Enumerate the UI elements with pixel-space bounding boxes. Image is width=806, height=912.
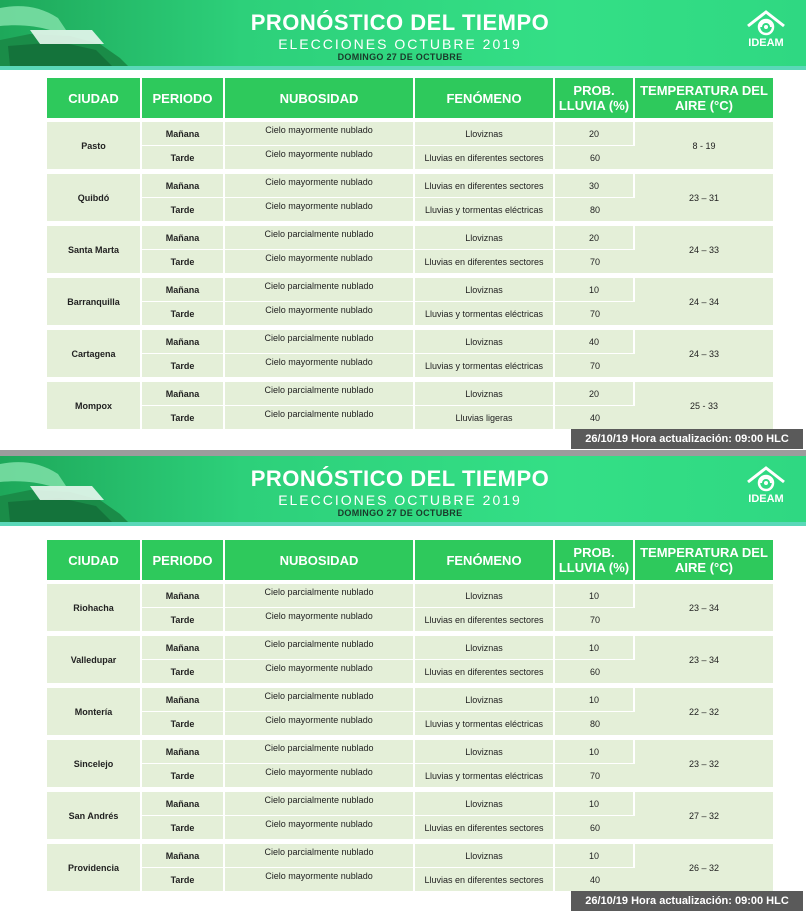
prob-cell: 60 xyxy=(555,816,635,840)
period-cell: Mañana xyxy=(142,278,225,302)
ideam-logo-icon xyxy=(746,10,786,36)
table-row xyxy=(47,226,773,250)
period-cell: Tarde xyxy=(142,868,225,892)
fenomeno-cell: Lluvias en diferentes sectores xyxy=(415,608,555,632)
header-fenomeno: FENÓMENO xyxy=(415,540,555,580)
temp-cell: 25 - 33 xyxy=(635,382,773,430)
fenomeno-cell: Lluvias en diferentes sectores xyxy=(415,250,555,274)
city-cell: Barranquilla xyxy=(47,278,142,326)
header-fenomeno: FENÓMENO xyxy=(415,78,555,118)
forecast-date: DOMINGO 27 DE OCTUBRE xyxy=(337,508,463,518)
fenomeno-cell: Lloviznas xyxy=(415,844,555,868)
period-cell: Tarde xyxy=(142,406,225,430)
prob-cell: 70 xyxy=(555,608,635,632)
prob-cell: 60 xyxy=(555,660,635,684)
prob-cell: 10 xyxy=(555,740,635,764)
voting-hand-icon xyxy=(0,0,160,66)
temp-cell: 26 – 32 xyxy=(635,844,773,892)
fenomeno-cell: Lloviznas xyxy=(415,330,555,354)
fenomeno-cell: Lluvias ligeras xyxy=(415,406,555,430)
fenomeno-cell: Lluvias en diferentes sectores xyxy=(415,146,555,170)
table-row xyxy=(47,174,773,198)
prob-cell: 40 xyxy=(555,406,635,430)
prob-cell: 80 xyxy=(555,712,635,736)
nubosidad-cell: Cielo parcialmente nublado xyxy=(225,278,415,302)
header-banner xyxy=(0,0,806,66)
page-title: PRONÓSTICO DEL TIEMPO xyxy=(250,466,550,491)
fenomeno-cell: Lluvias y tormentas eléctricas xyxy=(415,354,555,378)
nubosidad-cell: Cielo mayormente nublado xyxy=(225,764,415,788)
period-cell: Tarde xyxy=(142,250,225,274)
period-cell: Mañana xyxy=(142,740,225,764)
header-ciudad: CIUDAD xyxy=(47,540,142,580)
city-cell: Mompox xyxy=(47,382,142,430)
ideam-logo xyxy=(742,10,790,58)
table-row xyxy=(47,122,773,146)
period-cell: Tarde xyxy=(142,712,225,736)
prob-cell: 70 xyxy=(555,302,635,326)
header-temperatura: TEMPERATURA DEL AIRE (°C) xyxy=(635,540,773,580)
table-row xyxy=(47,636,773,660)
fenomeno-cell: Lloviznas xyxy=(415,122,555,146)
ideam-logo-icon xyxy=(746,466,786,492)
period-cell: Tarde xyxy=(142,608,225,632)
prob-cell: 20 xyxy=(555,122,635,146)
fenomeno-cell: Lloviznas xyxy=(415,740,555,764)
table-row xyxy=(47,792,773,816)
forecast-date: DOMINGO 27 DE OCTUBRE xyxy=(337,52,463,62)
city-cell: Santa Marta xyxy=(47,226,142,274)
nubosidad-cell: Cielo mayormente nublado xyxy=(225,354,415,378)
nubosidad-cell: Cielo parcialmente nublado xyxy=(225,330,415,354)
header-nubosidad: NUBOSIDAD xyxy=(225,78,415,118)
fenomeno-cell: Lluvias en diferentes sectores xyxy=(415,174,555,198)
table-row xyxy=(47,584,773,608)
period-cell: Tarde xyxy=(142,816,225,840)
prob-cell: 10 xyxy=(555,584,635,608)
nubosidad-cell: Cielo mayormente nublado xyxy=(225,816,415,840)
temp-cell: 24 – 33 xyxy=(635,330,773,378)
header-temperatura: TEMPERATURA DEL AIRE (°C) xyxy=(635,78,773,118)
prob-cell: 30 xyxy=(555,174,635,198)
city-cell: Pasto xyxy=(47,122,142,170)
banner-accent-line xyxy=(0,522,806,526)
temp-cell: 27 – 32 xyxy=(635,792,773,840)
fenomeno-cell: Lloviznas xyxy=(415,688,555,712)
table-row xyxy=(47,330,773,354)
ideam-logo-text: IDEAM xyxy=(748,37,784,49)
fenomeno-cell: Lloviznas xyxy=(415,226,555,250)
temp-cell: 23 – 34 xyxy=(635,636,773,684)
period-cell: Tarde xyxy=(142,302,225,326)
prob-cell: 20 xyxy=(555,382,635,406)
temp-cell: 22 – 32 xyxy=(635,688,773,736)
header-prob-lluvia: PROB. LLUVIA (%) xyxy=(555,540,635,580)
period-cell: Mañana xyxy=(142,584,225,608)
prob-cell: 20 xyxy=(555,226,635,250)
temp-cell: 24 – 33 xyxy=(635,226,773,274)
fenomeno-cell: Lloviznas xyxy=(415,382,555,406)
nubosidad-cell: Cielo mayormente nublado xyxy=(225,868,415,892)
header-prob-lluvia: PROB. LLUVIA (%) xyxy=(555,78,635,118)
period-cell: Mañana xyxy=(142,122,225,146)
fenomeno-cell: Lluvias en diferentes sectores xyxy=(415,816,555,840)
period-cell: Tarde xyxy=(142,660,225,684)
period-cell: Mañana xyxy=(142,636,225,660)
city-cell: Sincelejo xyxy=(47,740,142,788)
fenomeno-cell: Lloviznas xyxy=(415,792,555,816)
fenomeno-cell: Lluvias y tormentas eléctricas xyxy=(415,198,555,222)
fenomeno-cell: Lluvias y tormentas eléctricas xyxy=(415,764,555,788)
nubosidad-cell: Cielo parcialmente nublado xyxy=(225,584,415,608)
header-ciudad: CIUDAD xyxy=(47,78,142,118)
nubosidad-cell: Cielo mayormente nublado xyxy=(225,608,415,632)
page-subtitle: ELECCIONES OCTUBRE 2019 xyxy=(278,492,522,508)
update-timestamp: 26/10/19 Hora actualización: 09:00 HLC xyxy=(571,429,803,449)
city-cell: Riohacha xyxy=(47,584,142,632)
forecast-panel-2 xyxy=(0,456,806,912)
period-cell: Mañana xyxy=(142,688,225,712)
period-cell: Tarde xyxy=(142,764,225,788)
page-subtitle: ELECCIONES OCTUBRE 2019 xyxy=(278,36,522,52)
ideam-logo xyxy=(742,466,790,514)
header-periodo: PERIODO xyxy=(142,78,225,118)
table-header-row xyxy=(47,540,773,580)
nubosidad-cell: Cielo parcialmente nublado xyxy=(225,844,415,868)
forecast-table xyxy=(47,78,773,430)
fenomeno-cell: Lloviznas xyxy=(415,584,555,608)
prob-cell: 70 xyxy=(555,354,635,378)
period-cell: Tarde xyxy=(142,354,225,378)
prob-cell: 10 xyxy=(555,792,635,816)
header-banner xyxy=(0,456,806,522)
banner-accent-line xyxy=(0,66,806,70)
prob-cell: 10 xyxy=(555,278,635,302)
period-cell: Mañana xyxy=(142,382,225,406)
nubosidad-cell: Cielo mayormente nublado xyxy=(225,250,415,274)
nubosidad-cell: Cielo parcialmente nublado xyxy=(225,636,415,660)
nubosidad-cell: Cielo parcialmente nublado xyxy=(225,406,415,430)
period-cell: Mañana xyxy=(142,226,225,250)
prob-cell: 80 xyxy=(555,198,635,222)
table-header-row xyxy=(47,78,773,118)
table-row xyxy=(47,740,773,764)
nubosidad-cell: Cielo mayormente nublado xyxy=(225,174,415,198)
fenomeno-cell: Lloviznas xyxy=(415,278,555,302)
prob-cell: 10 xyxy=(555,688,635,712)
temp-cell: 23 – 34 xyxy=(635,584,773,632)
update-timestamp: 26/10/19 Hora actualización: 09:00 HLC xyxy=(571,891,803,911)
period-cell: Mañana xyxy=(142,844,225,868)
prob-cell: 10 xyxy=(555,844,635,868)
fenomeno-cell: Lluvias y tormentas eléctricas xyxy=(415,712,555,736)
voting-hand-icon xyxy=(0,456,160,522)
ideam-logo-text: IDEAM xyxy=(748,493,784,505)
city-cell: Montería xyxy=(47,688,142,736)
fenomeno-cell: Lluvias y tormentas eléctricas xyxy=(415,302,555,326)
fenomeno-cell: Lloviznas xyxy=(415,636,555,660)
period-cell: Tarde xyxy=(142,198,225,222)
nubosidad-cell: Cielo mayormente nublado xyxy=(225,146,415,170)
prob-cell: 10 xyxy=(555,636,635,660)
prob-cell: 70 xyxy=(555,250,635,274)
nubosidad-cell: Cielo parcialmente nublado xyxy=(225,382,415,406)
city-cell: Providencia xyxy=(47,844,142,892)
nubosidad-cell: Cielo mayormente nublado xyxy=(225,712,415,736)
table-row xyxy=(47,278,773,302)
temp-cell: 23 – 32 xyxy=(635,740,773,788)
city-cell: San Andrés xyxy=(47,792,142,840)
city-cell: Cartagena xyxy=(47,330,142,378)
city-cell: Valledupar xyxy=(47,636,142,684)
nubosidad-cell: Cielo parcialmente nublado xyxy=(225,740,415,764)
header-nubosidad: NUBOSIDAD xyxy=(225,540,415,580)
nubosidad-cell: Cielo mayormente nublado xyxy=(225,198,415,222)
prob-cell: 60 xyxy=(555,146,635,170)
period-cell: Tarde xyxy=(142,146,225,170)
table-row xyxy=(47,844,773,868)
city-cell: Quibdó xyxy=(47,174,142,222)
panel-divider xyxy=(0,450,806,456)
fenomeno-cell: Lluvias en diferentes sectores xyxy=(415,868,555,892)
table-row xyxy=(47,382,773,406)
temp-cell: 24 – 34 xyxy=(635,278,773,326)
nubosidad-cell: Cielo mayormente nublado xyxy=(225,122,415,146)
table-row xyxy=(47,688,773,712)
period-cell: Mañana xyxy=(142,792,225,816)
nubosidad-cell: Cielo parcialmente nublado xyxy=(225,792,415,816)
header-periodo: PERIODO xyxy=(142,540,225,580)
nubosidad-cell: Cielo mayormente nublado xyxy=(225,302,415,326)
period-cell: Mañana xyxy=(142,330,225,354)
prob-cell: 40 xyxy=(555,868,635,892)
period-cell: Mañana xyxy=(142,174,225,198)
nubosidad-cell: Cielo parcialmente nublado xyxy=(225,226,415,250)
page-title: PRONÓSTICO DEL TIEMPO xyxy=(250,10,550,35)
nubosidad-cell: Cielo mayormente nublado xyxy=(225,660,415,684)
prob-cell: 70 xyxy=(555,764,635,788)
temp-cell: 23 – 31 xyxy=(635,174,773,222)
prob-cell: 40 xyxy=(555,330,635,354)
fenomeno-cell: Lluvias en diferentes sectores xyxy=(415,660,555,684)
temp-cell: 8 - 19 xyxy=(635,122,773,170)
nubosidad-cell: Cielo parcialmente nublado xyxy=(225,688,415,712)
forecast-table xyxy=(47,540,773,892)
